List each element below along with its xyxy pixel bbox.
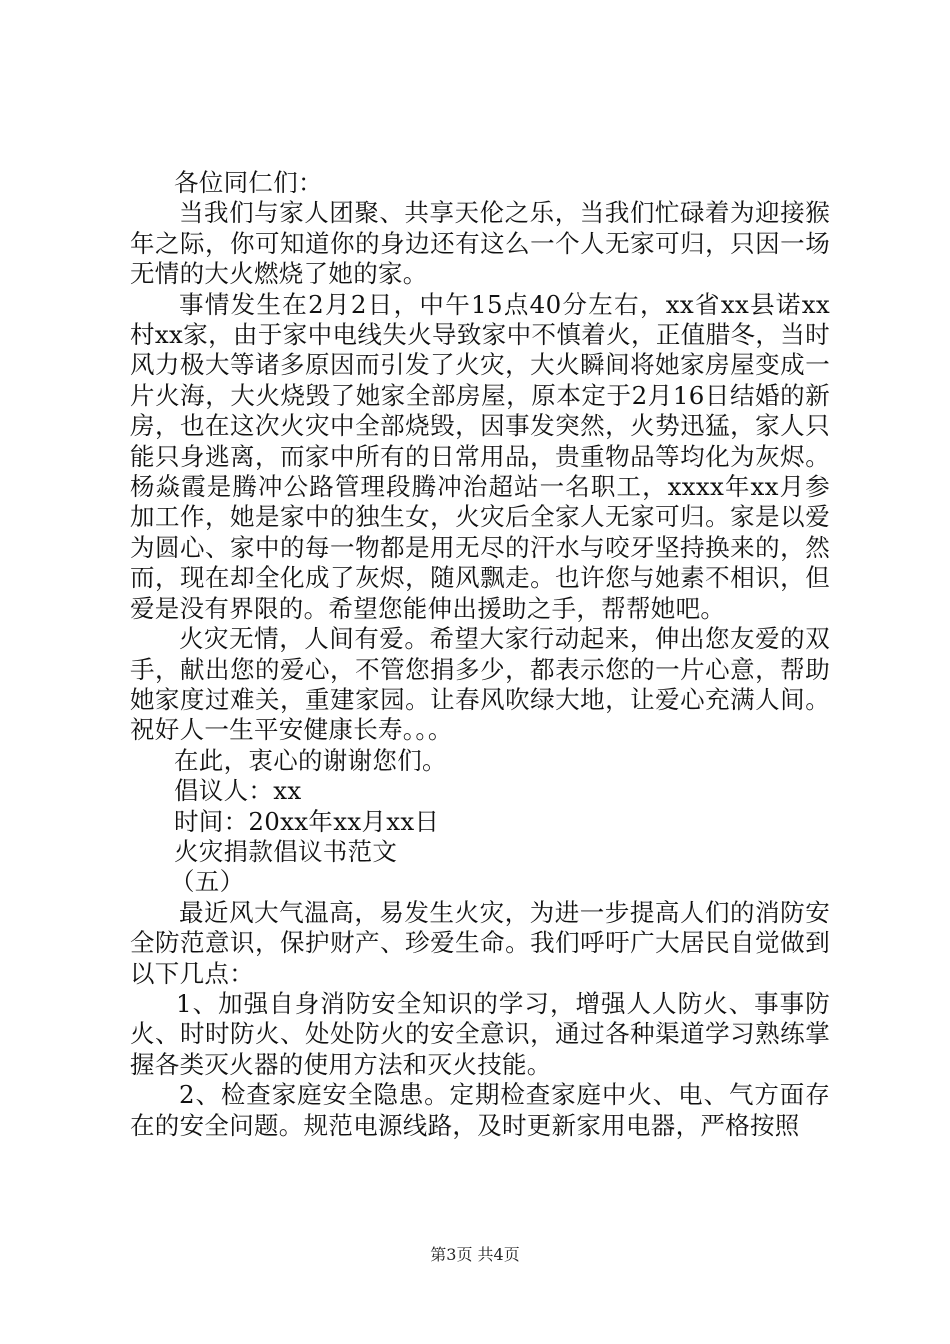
list-item-1: 1、加强自身消防安全知识的学习，增强人人防火、事事防火、时时防火、处处防火的安全意识，通过各种渠道学习熟练掌握各类灭火器的使用方法和灭火技能。 <box>130 988 830 1079</box>
document-body <box>130 168 830 1141</box>
date-line: 时间：20xx年xx月xx日 <box>174 806 440 836</box>
paragraph-fire-safety: 最近风大气温高，易发生火灾，为进一步提高人们的消防安全防范意识，保护财产、珍爱生命。我们呼吁广大居民自觉做到以下几点： <box>130 897 830 988</box>
paragraph-intro: 当我们与家人团聚、共享天伦之乐，当我们忙碌着为迎接猴年之际，你可知道你的身边还有这么一个人无家可归，只因一场无情的大火燃烧了她的家。 <box>130 198 830 289</box>
paragraph-incident: 事情发生在2月2日，中午15点40分左右，xx省xx县诺xx村xx家，由于家中电线失火导致家中不慎着火，正值腊冬，当时风力极大等诸多原因而引发了火灾，大火瞬间将她家房屋变成一片火海，大火烧毁了她家全部房屋，原本定于2月16日结婚的新房，也在这次火灾中全部烧毁，因事发突然，火势迅猛，家人只能只身逃离，而家中所有的日常用品，贵重物品等均化为灰烬。杨焱霞是腾冲公路管理段腾冲治超站一名职工，xxxx年xx月参加工作，她是家中的独生女，火灾后全家人无家可归。家是以爱为圆心、家中的每一物都是用无尽的汗水与咬牙坚持换来的，然而，现在却全化成了灰烬，随风飘走。也许您与她素不相识，但爱是没有界限的。希望您能伸出援助之手，帮帮她吧。 <box>130 289 830 623</box>
list-item-2: 2、检查家庭安全隐患。定期检查家庭中火、电、气方面存在的安全问题。规范电源线路，及时更新家用电器，严格按照 <box>130 1080 830 1140</box>
paragraph-appeal: 火灾无情，人间有爱。希望大家行动起来，伸出您友爱的双手，献出您的爱心，不管您捐多少，都表示您的一片心意，帮助她家度过难关，重建家园。让春风吹绿大地，让爱心充满人间。祝好人一生平安健康长寿。。。 <box>130 624 830 745</box>
thanks-line: 在此，衷心的谢谢您们。 <box>174 745 447 775</box>
page-footer: 第3页 共4页 <box>430 1245 520 1264</box>
proposer-line: 倡议人：xx <box>174 776 302 806</box>
salutation: 各位同仁们： <box>174 168 323 197</box>
section-number: （五） <box>170 867 245 897</box>
section-heading: 火灾捐款倡议书范文 <box>174 836 398 866</box>
